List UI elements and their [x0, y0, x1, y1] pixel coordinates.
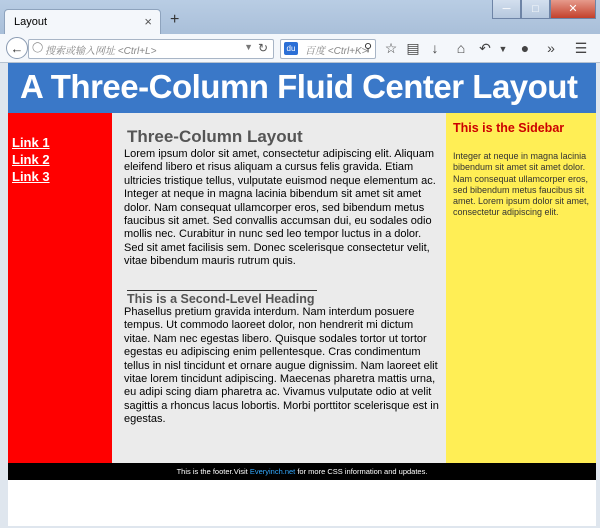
maximize-icon[interactable]: □	[521, 0, 550, 19]
nav-link-1[interactable]: Link 1	[12, 135, 50, 150]
menu-icon[interactable]: ☰	[574, 40, 588, 56]
url-placeholder: 搜索或输入网址 <Ctrl+L>	[45, 46, 157, 57]
sidebar	[446, 113, 596, 463]
chat-icon[interactable]: ●	[520, 40, 530, 56]
tab-layout[interactable]	[4, 9, 161, 35]
back-button[interactable]: ←	[6, 37, 28, 59]
minimize-icon[interactable]: ─	[492, 0, 521, 19]
site-identity-icon[interactable]: ◯	[32, 42, 44, 53]
window-controls	[492, 0, 596, 19]
bookmark-star-icon[interactable]: ☆	[384, 40, 398, 56]
left-column	[8, 113, 112, 463]
center-paragraph-1: Lorem ipsum dolor sit amet, consectetur adipiscing elit. Aliquam eleifend libero et risus aliquam a cursus felis gravida. Etiam ultricies tristique tellus, vulputate euismod neque elementum ac. Integer at neque in magna lacinia bibendum sit amet sit amet dolor. Nam consequat ullamcorper eros, sed bibendum metus faucibus sit amet. Sed convallis accumsan dui, eu sodales odio mollis nec. Curabitur in nunc sed leo tempor luctus in a dolor. Sed sit amet facilisis sem. Donec scelerisque consectetur velit, vitae bibendum mauris rutrum quis.	[124, 148, 436, 268]
sidebar-text: Integer at neque in magna lacinia bibendum sit amet sit amet dolor. Nam consequat ullamcorper eros, sed bibendum metus faucibus sit amet. Lorem ipsum dolor sit amet, consectetur adipiscing elit.	[453, 151, 590, 218]
new-tab-button[interactable]: +	[170, 11, 180, 28]
url-bar[interactable]	[28, 39, 274, 59]
overflow-icon[interactable]: »	[547, 40, 555, 56]
center-column	[112, 113, 446, 463]
center-subheading: This is a Second-Level Heading	[127, 290, 317, 306]
home-icon[interactable]: ⌂	[456, 40, 466, 56]
navigation-toolbar	[0, 34, 600, 63]
download-icon[interactable]: ↓	[431, 40, 439, 56]
undo-dropdown-icon[interactable]: ▼	[498, 44, 508, 54]
center-heading: Three-Column Layout	[127, 127, 303, 146]
search-placeholder: 百度 <Ctrl+K>	[305, 46, 368, 57]
page-header	[8, 63, 596, 113]
close-icon[interactable]: ✕	[550, 0, 596, 19]
tab-title: Layout	[14, 16, 48, 28]
sidebar-heading: This is the Sidebar	[453, 121, 565, 135]
nav-link-3[interactable]: Link 3	[12, 169, 50, 184]
tab-strip	[0, 0, 600, 34]
reading-list-icon[interactable]: ▤	[406, 40, 420, 56]
center-paragraph-2: Phasellus pretium gravida interdum. Nam interdum posuere tempus. Ut commodo laoreet dolor, non hendrerit mi dictum vitae. Nam nec egestas libero. Quisque sodales tortor ut tortor egestas eu adipiscing enim pellentesque. Cras condimentum tellus in nisl tincidunt et ornare augue dignissim. Nam laoreet elit vitae lorem tincidunt adipiscing. Maecenas pharetra mattis urna, eu adipi scing diam pharetra ac. Vivamus vulputate odio at velit sagittis a rhoncus lacus lobortis. Morbi porttitor scelerisque est in egestas.	[124, 306, 439, 426]
undo-icon[interactable]: ↶	[479, 40, 491, 56]
search-bar[interactable]	[280, 39, 376, 59]
footer-text-suffix: for more CSS information and updates.	[295, 467, 428, 476]
nav-link-2[interactable]: Link 2	[12, 152, 50, 167]
page-footer	[8, 463, 596, 480]
url-dropdown-icon[interactable]: ▼	[244, 42, 253, 52]
baidu-icon[interactable]: du	[284, 42, 298, 55]
tab-close-icon[interactable]: ×	[144, 14, 152, 29]
page-viewport	[8, 63, 596, 526]
footer-link[interactable]: Everyinch.net	[249, 467, 296, 476]
reload-icon[interactable]: ↻	[257, 41, 268, 55]
search-icon[interactable]: ⚲	[363, 42, 372, 54]
footer-text-prefix: This is the footer.Visit	[176, 467, 250, 476]
page-title: A Three-Column Fluid Center Layout	[20, 68, 578, 105]
